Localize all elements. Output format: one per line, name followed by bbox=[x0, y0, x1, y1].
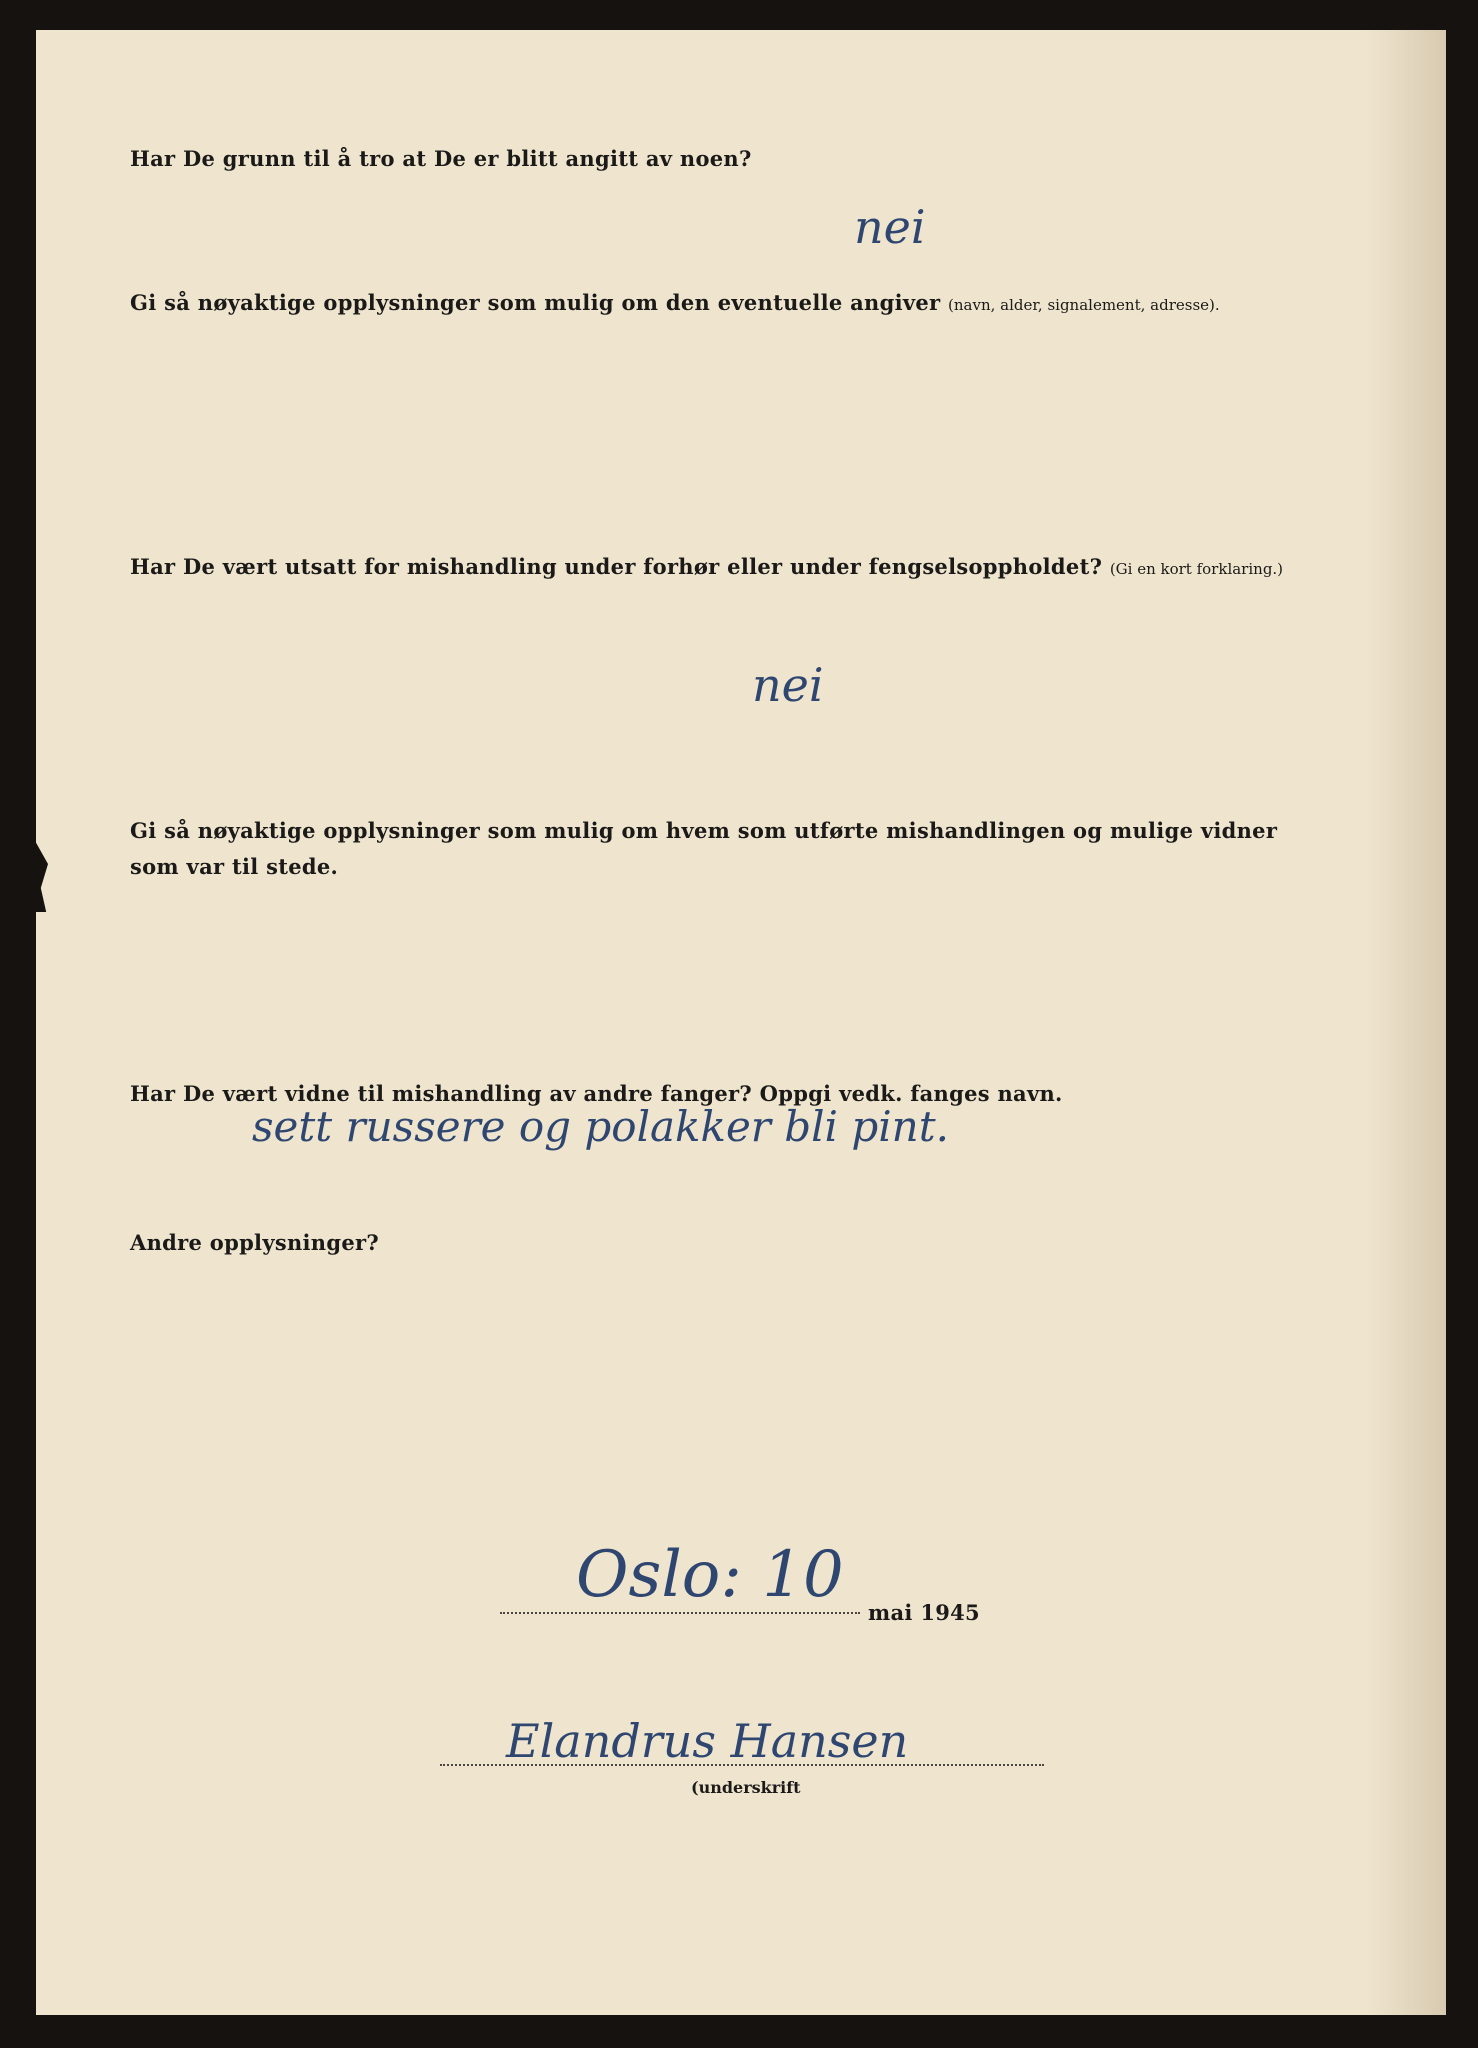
question-other: Andre opplysninger? bbox=[130, 1230, 379, 1255]
question-informant bbox=[130, 284, 1220, 324]
question-witness: Har De vært vidne til mishandling av andre fanger? Oppgi vedk. fanges navn. bbox=[130, 1081, 1063, 1106]
question-mistreated-main: Har De vært utsatt for mishandling under forhør eller under fengselsoppholdet? bbox=[130, 554, 1103, 579]
question-perpetrator-line-1: Gi så nøyaktige opplysninger som mulig om hvem som utførte mishandlingen og mulige vidner bbox=[130, 818, 1278, 843]
date-printed: mai 1945 bbox=[868, 1600, 980, 1625]
place-date-handwritten: Oslo: 10 bbox=[576, 1538, 844, 1612]
form-page bbox=[36, 30, 1446, 2015]
question-mistreated-note: (Gi en kort forklaring.) bbox=[1109, 560, 1284, 578]
question-denounced: Har De grunn til å tro at De er blitt angitt av noen? bbox=[130, 146, 752, 171]
question-informant-note: (navn, alder, signalement, adresse). bbox=[948, 296, 1220, 314]
signature: Elandrus Hansen bbox=[506, 1714, 909, 1768]
signature-caption: (underskrift bbox=[691, 1778, 801, 1797]
answer-witness: sett russere og polakker bli pint. bbox=[252, 1102, 949, 1151]
torn-edge bbox=[36, 832, 48, 912]
question-perpetrator-line-2: som var til stede. bbox=[130, 854, 339, 879]
question-mistreated bbox=[130, 548, 1283, 588]
answer-denounced: nei bbox=[854, 200, 926, 254]
question-informant-main: Gi så nøyaktige opplysninger som mulig om den eventuelle angiver bbox=[130, 290, 941, 315]
place-date-line bbox=[500, 1612, 860, 1614]
answer-mistreated: nei bbox=[752, 658, 824, 712]
